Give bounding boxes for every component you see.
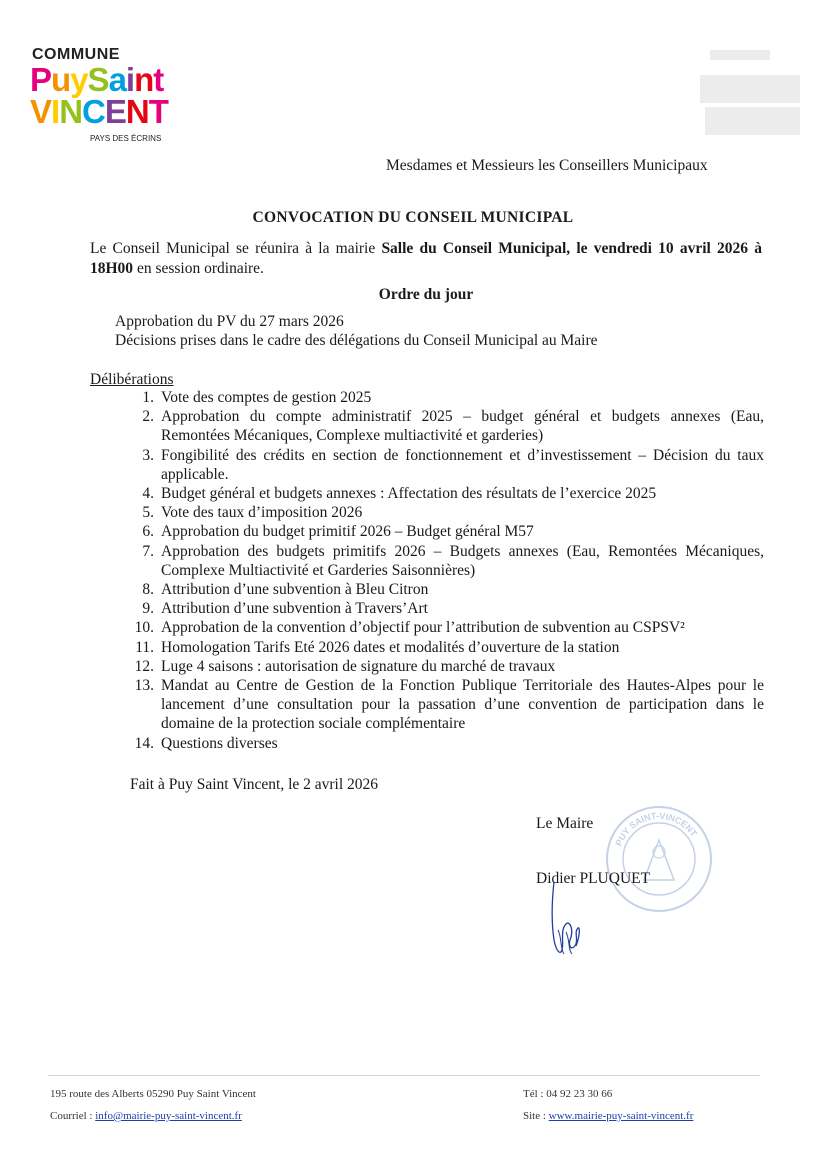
deliberation-number: 9.: [142, 600, 154, 618]
intro-text-2: en session ordinaire.: [133, 260, 264, 277]
deliberation-item: [124, 542, 764, 580]
logo-saint: Saint: [87, 61, 164, 98]
deliberation-number: 13.: [134, 677, 154, 695]
place-date: Fait à Puy Saint Vincent, le 2 avril 2026: [130, 776, 379, 793]
footer-site-label: Site :: [523, 1110, 549, 1122]
deliberation-number: 14.: [134, 734, 154, 752]
deliberation-item: [124, 734, 764, 753]
deliberation-item: [124, 388, 764, 407]
svg-text:PUY SAINT-VINCENT: [613, 811, 699, 847]
mayor-name: Didier PLUQUET: [536, 870, 651, 887]
deliberation-number: 7.: [142, 542, 154, 560]
mayor-signature: [536, 880, 586, 960]
preliminary-item: Approbation du PV du 27 mars 2026: [115, 313, 344, 330]
deliberation-number: 2.: [142, 408, 154, 426]
deliberation-item: [124, 638, 764, 657]
website-link[interactable]: www.mairie-puy-saint-vincent.fr: [548, 1110, 694, 1122]
commune-logo: [30, 46, 180, 146]
deliberation-item: [124, 657, 764, 676]
deliberation-item: [124, 580, 764, 599]
preliminary-item: Décisions prises dans le cadre des délégations du Conseil Municipal au Maire: [115, 332, 598, 349]
deliberation-text: Attribution d’une subvention à Travers’Art: [161, 600, 428, 618]
footer-website: [523, 1110, 693, 1122]
deliberation-item: [124, 676, 764, 734]
deliberation-number: 3.: [142, 446, 154, 464]
logo-vincent: [30, 95, 168, 128]
deliberation-item: [124, 446, 764, 484]
stamp-text: PUY SAINT-VINCENT: [613, 810, 700, 848]
deliberation-text: Approbation du compte administratif 2025 – budget général et budgets annexes (Eau, Remontées Mécaniques, Complexe multiactivité et garderies): [161, 408, 764, 445]
deliberation-text: Vote des comptes de gestion 2025: [161, 389, 372, 406]
deliberation-item: [124, 484, 764, 503]
deliberation-text: Fongibilité des crédits en section de fonctionnement et d’investissement – Décision du taux applicable.: [161, 446, 764, 483]
deliberation-number: 6.: [142, 523, 154, 541]
deliberation-number: 1.: [142, 389, 154, 406]
deliberation-number: 11.: [135, 638, 154, 656]
footer-phone: Tél : 04 92 23 30 66: [523, 1088, 613, 1100]
footer-email-label: Courriel :: [50, 1110, 96, 1122]
deliberation-item: [124, 407, 764, 445]
deliberations-list: [124, 388, 764, 753]
footer-address: 195 route des Alberts 05290 Puy Saint Vincent: [50, 1088, 256, 1100]
deliberation-item: [124, 522, 764, 541]
logo-vincent-text: VINCENT: [30, 93, 168, 130]
deliberation-text: Luge 4 saisons : autorisation de signature du marché de travaux: [161, 657, 556, 675]
deliberation-item: [124, 599, 764, 618]
logo-commune-text: COMMUNE: [32, 46, 120, 63]
deliberation-number: 8.: [142, 581, 154, 599]
footer-email: [50, 1110, 242, 1122]
deliberations-heading: Délibérations: [90, 371, 174, 388]
intro-venue-date: Salle du Conseil Municipal, le vendredi 10 avril 2026 à 18H00: [90, 240, 762, 277]
footer-divider: [48, 1075, 760, 1076]
deliberation-text: Mandat au Centre de Gestion de la Fonction Publique Territoriale des Hautes-Alpes pour le lancement d’une consultation pour la passation d’une convention de participation dans le domaine de la protection sociale complémentaire: [161, 677, 764, 733]
deliberation-item: [124, 503, 764, 522]
bleed-through-mark: [700, 45, 810, 155]
agenda-heading: Ordre du jour: [378, 286, 474, 303]
deliberation-text: Attribution d’une subvention à Bleu Citron: [161, 581, 429, 599]
deliberation-number: 12.: [134, 657, 154, 675]
intro-text-1: Le Conseil Municipal se réunira à la mairie: [90, 240, 382, 257]
mayor-title: Le Maire: [536, 815, 594, 832]
deliberation-text: Vote des taux d’imposition 2026: [161, 504, 363, 522]
logo-puy: Puy: [30, 61, 88, 98]
deliberation-text: Homologation Tarifs Eté 2026 dates et modalités d’ouverture de la station: [161, 638, 620, 656]
deliberation-number: 10.: [134, 619, 154, 637]
deliberation-text: Approbation des budgets primitifs 2026 – Budgets annexes (Eau, Remontées Mécaniques, Complexe Multiactivité et Garderies Saisonnières): [161, 542, 764, 579]
logo-puy-saint: [30, 63, 163, 96]
email-link[interactable]: info@mairie-puy-saint-vincent.fr: [95, 1110, 242, 1122]
deliberation-text: Budget général et budgets annexes : Affectation des résultats de l’exercice 2025: [161, 485, 657, 503]
deliberation-number: 5.: [142, 504, 154, 522]
document-title: CONVOCATION DU CONSEIL MUNICIPAL: [252, 209, 574, 226]
deliberation-text: Approbation de la convention d’objectif pour l’attribution de subvention au CSPSV²: [161, 619, 685, 637]
deliberation-text: Approbation du budget primitif 2026 – Budget général M57: [161, 523, 534, 541]
deliberation-number: 4.: [142, 485, 154, 503]
meeting-intro: [90, 239, 762, 279]
deliberation-item: [124, 618, 764, 637]
logo-pays-des-ecrins: PAYS DES ÉCRINS: [90, 134, 162, 143]
official-stamp: [604, 800, 714, 918]
addressee: Mesdames et Messieurs les Conseillers Municipaux: [386, 157, 708, 174]
deliberation-text: Questions diverses: [161, 734, 278, 752]
